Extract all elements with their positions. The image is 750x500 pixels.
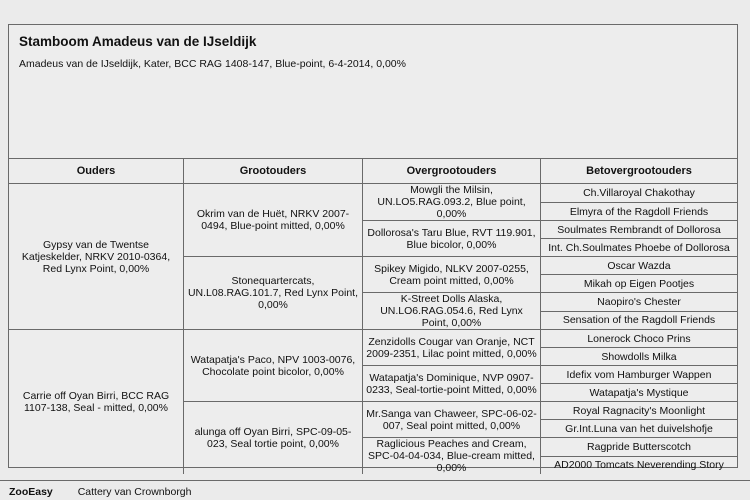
great-great-grandparent-cell: Mikah op Eigen Pootjes [541,274,737,292]
great-great-grandparent-cell: Royal Ragnacity's Moonlight [541,401,737,419]
parent-cell: Gypsy van de Twentse Katjeskelder, NRKV 2010-0364, Red Lynx Point, 0,00% [9,184,184,329]
great-great-grandparent-cell: Soulmates Rembrandt of Dollorosa [541,220,737,238]
pedigree-table [9,159,737,474]
pedigree-frame [8,24,738,474]
great-great-grandparent-cell: Idefix vom Hamburger Wappen [541,365,737,383]
great-great-grandparent-cell: Oscar Wazda [541,256,737,274]
great-great-grandparent-cell: Gr.Int.Luna van het duivelshofje [541,419,737,437]
table-row [9,184,737,202]
column-header-row [9,159,737,184]
great-great-grandparent-cell: Watapatja's Mystique [541,383,737,401]
great-grandparent-cell: Dollorosa's Taru Blue, RVT 119.901, Blue bicolor, 0,00% [363,220,541,256]
great-grandparent-cell: Watapatja's Dominique, NVP 0907-0233, Seal-tortie-point Mitted, 0,00% [363,365,541,401]
column-header-parents: Ouders [9,159,184,184]
column-header-grandparents: Grootouders [184,159,363,184]
great-great-grandparent-cell: Showdolls Milka [541,347,737,365]
pedigree-body [9,184,737,474]
great-grandparent-cell: Mr.Sanga van Chaweer, SPC-06-02-007, Seal point mitted, 0,00% [363,401,541,437]
great-great-grandparent-cell: Sensation of the Ragdoll Friends [541,311,737,330]
great-great-grandparent-cell: Lonerock Choco Prins [541,329,737,347]
grandparent-cell: Stonequartercats, UN.L08.RAG.101.7, Red Lynx Point, 0,00% [184,256,363,329]
great-grandparent-cell: Raglicious Peaches and Cream, SPC-04-04-034, Blue-cream mitted, 0,00% [363,437,541,474]
pedigree-header [9,25,737,159]
great-grandparent-cell: K-Street Dolls Alaska, UN.LO6.RAG.054.6, Red Lynx Point, 0,00% [363,292,541,329]
grandparent-cell: Watapatja's Paco, NPV 1003-0076, Chocolate point bicolor, 0,00% [184,329,363,401]
table-row [9,329,737,347]
parent-cell: Carrie off Oyan Birri, BCC RAG 1107-138, Seal - mitted, 0,00% [9,329,184,474]
great-great-grandparent-cell: Ch.Villaroyal Chakothay [583,187,695,199]
great-great-grandparent-cell: AD2000 Tomcats Neverending Story [541,456,737,475]
great-great-grandparent-cell: Elmyra of the Ragdoll Friends [541,202,737,220]
column-header-great-great-grandparents: Betovergrootouders [541,159,737,184]
footer-brand: ZooEasy [9,486,53,498]
animal-summary: Amadeus van de IJseldijk, Kater, BCC RAG 1408-147, Blue-point, 6-4-2014, 0,00% [19,58,406,70]
footer-cattery: Cattery van Crownborgh [77,486,192,498]
great-grandparent-cell: Spikey Migido, NLKV 2007-0255, Cream point mitted, 0,00% [363,256,541,292]
great-great-grandparent-cell: Ragpride Butterscotch [541,437,737,456]
column-header-great-grandparents: Overgrootouders [363,159,541,184]
great-grandparent-cell: Zenzidolls Cougar van Oranje, NCT 2009-2351, Lilac point mitted, 0,00% [363,329,541,365]
grandparent-cell: alunga off Oyan Birri, SPC-09-05-023, Seal tortie point, 0,00% [184,401,363,474]
great-great-grandparent-cell: Int. Ch.Soulmates Phoebe of Dollorosa [541,238,737,256]
grandparent-cell: Okrim van de Huët, NRKV 2007-0494, Blue-point mitted, 0,00% [184,184,363,256]
great-great-grandparent-cell: Naopiro's Chester [541,292,737,311]
page-title: Stamboom Amadeus van de IJseldijk [19,34,257,49]
footer [0,480,750,500]
great-grandparent-cell: Mowgli the Milsin, UN.LO5.RAG.093.2, Blue point, 0,00% [363,184,541,220]
